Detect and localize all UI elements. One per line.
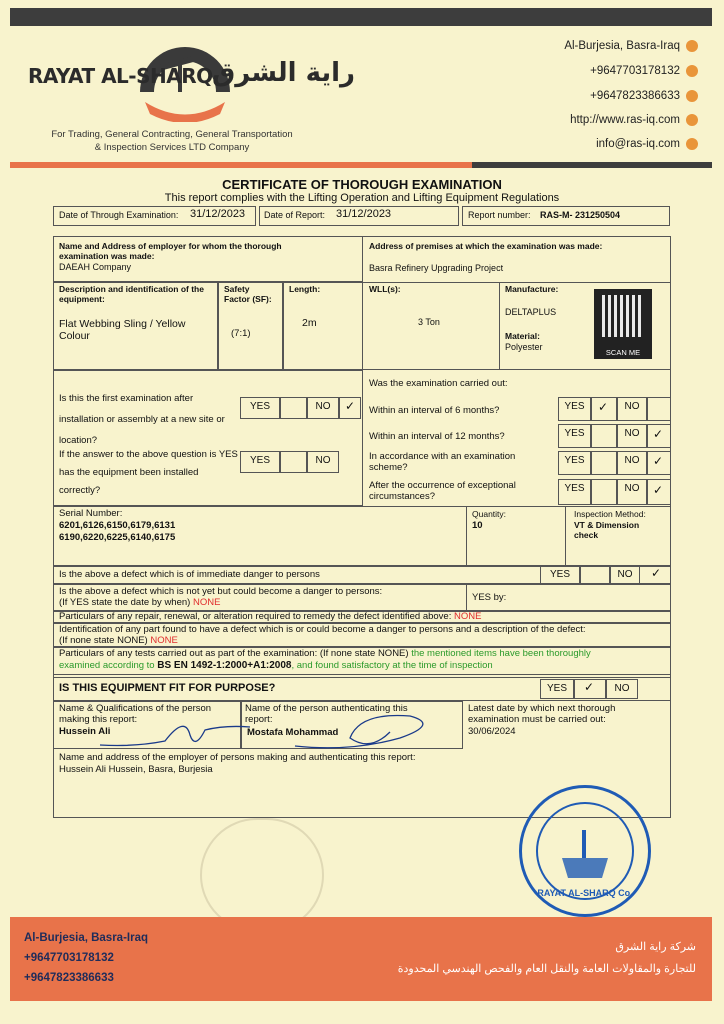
top-bar — [10, 8, 712, 26]
equipment-desc-label: Description and identification of the equipment: — [59, 284, 204, 304]
tests-line-2 — [59, 660, 493, 671]
serial-label: Serial Number: — [59, 508, 123, 519]
sf-value: (7:1) — [231, 328, 251, 339]
qual-label: Name & Qualifications of the person making this report: — [59, 703, 212, 725]
scheme-text: In accordance with an examination scheme? — [369, 451, 516, 473]
logo-text-ar: راية الشرق — [212, 58, 356, 88]
tests-standard: BS EN 1492-1:2000+A1:2008 — [157, 660, 292, 671]
premises-label: Address of premises at which the examination was made: — [369, 241, 603, 251]
contact-email-text[interactable]: info@ras-iq.com — [596, 138, 680, 151]
contact-phone-1-text: +9647703178132 — [590, 65, 680, 78]
scheme-no-checkmark: ✓ — [653, 454, 664, 468]
immediate-yes[interactable]: YES — [540, 566, 580, 584]
interval-12-yes-check-box[interactable] — [591, 424, 617, 448]
envelope-icon — [686, 138, 698, 150]
quantity-value: 10 — [472, 520, 483, 531]
wll-label: WLL(s): — [369, 284, 401, 294]
exceptional-yes[interactable]: YES — [558, 479, 591, 505]
qual-value: Hussein Ali — [59, 726, 111, 737]
material-label: Material: — [505, 331, 540, 341]
identification-text: Identification of any part found to have a defect which is or could become a danger to persons and a description of the defect: — [59, 624, 586, 635]
carried-out-label: Was the examination carried out: — [369, 378, 508, 389]
contact-phone-2 — [590, 90, 698, 102]
globe-icon — [686, 114, 698, 126]
contact-address — [564, 40, 698, 52]
identification-sub: (If none state NONE) — [59, 635, 148, 646]
tagline — [22, 128, 322, 154]
contact-website[interactable] — [570, 114, 698, 126]
next-value: 30/06/2024 — [468, 726, 516, 737]
identification-sub-row — [59, 635, 178, 646]
equipment-desc-value: Flat Webbing Sling / Yellow Colour — [59, 318, 186, 342]
logo-text-en: RAYAT AL-SHARQ — [28, 64, 213, 88]
report-number-value: RAS-M- 231250504 — [540, 210, 621, 220]
report-number-label: Report number: — [468, 210, 531, 220]
employer-label: Name and Address of employer for whom the thorough examination was made: — [59, 241, 282, 261]
footer — [10, 917, 712, 1001]
interval-6-no-check-box[interactable] — [647, 397, 671, 421]
scheme-yes-check-box[interactable] — [591, 451, 617, 475]
date-report-label: Date of Report: — [264, 210, 326, 220]
q1-yes-box[interactable]: YES — [240, 397, 280, 419]
immediate-text: Is the above a defect which is of immediate danger to persons — [59, 569, 320, 580]
interval-12-text: Within an interval of 12 months? — [369, 431, 505, 442]
length-label: Length: — [289, 284, 321, 294]
repair-line — [59, 611, 481, 622]
interval-6-text: Within an interval of 6 months? — [369, 405, 500, 416]
interval-6-yes[interactable]: YES — [558, 397, 591, 421]
employer-persons-label: Name and address of the employer of persons making and authenticating this report: — [59, 752, 416, 763]
phone-icon — [686, 65, 698, 77]
scheme-yes[interactable]: YES — [558, 451, 591, 475]
qr-code[interactable] — [594, 289, 652, 359]
date-report-value: 31/12/2023 — [336, 208, 392, 220]
manufacture-value: DELTAPLUS — [505, 307, 557, 317]
tests-value-2b: , and found satisfactory at the time of inspection — [291, 660, 493, 671]
contact-website-text[interactable]: http://www.ras-iq.com — [570, 114, 680, 127]
sf-label: Safety Factor (SF): — [224, 284, 272, 304]
date-exam-label: Date of Through Examination: — [59, 210, 179, 220]
interval-12-yes[interactable]: YES — [558, 424, 591, 448]
company-stamp — [519, 785, 651, 917]
interval-6-yes-checkmark: ✓ — [598, 400, 609, 414]
employer-value: DAEAH Company — [59, 262, 132, 272]
certificate-title: CERTIFICATE OF THOROUGH EXAMINATION — [222, 177, 502, 192]
q1-yes-check-box[interactable] — [280, 397, 307, 419]
q1-no-checkmark: ✓ — [345, 399, 356, 413]
future-sub: (If YES state the date by when) — [59, 597, 191, 608]
contact-phone-2-text: +9647823386633 — [590, 90, 680, 103]
length-cell — [283, 282, 363, 370]
fit-yes-checkmark: ✓ — [584, 680, 595, 694]
fit-yes[interactable]: YES — [540, 679, 574, 699]
serial-line-1: 6201,6126,6150,6179,6131 — [59, 520, 176, 531]
method-label: Inspection Method: — [574, 509, 646, 519]
q2-text: If the answer to the above question is YES has the equipment been installed correctly? — [59, 449, 238, 496]
premises-value: Basra Refinery Upgrading Project — [369, 263, 504, 273]
future-value: NONE — [192, 597, 221, 608]
scheme-no[interactable]: NO — [617, 451, 647, 475]
yes-by-label: YES by: — [472, 592, 507, 603]
tests-line-1 — [59, 648, 591, 659]
contact-phone-1 — [590, 65, 698, 77]
tests-value-2a: examined according to — [59, 660, 155, 671]
q1-no-box[interactable]: NO — [307, 397, 339, 419]
length-value: 2m — [302, 317, 317, 329]
faded-stamp — [200, 818, 324, 932]
contact-email[interactable] — [596, 138, 698, 150]
wll-value: 3 Ton — [418, 317, 440, 327]
footer-arabic-desc: للتجارة والمقاولات العامة والنقل العام والفحص الهندسي المحدودة — [397, 963, 696, 975]
q1-text: Is this the first examination after installation or assembly at a new site or location? — [59, 393, 225, 446]
auth-label: Name of the person authenticating this report: — [245, 703, 408, 725]
phone-icon — [686, 90, 698, 102]
q2-yes-check-box[interactable] — [280, 451, 307, 473]
future-text: Is the above a defect which is not yet but could become a danger to persons: — [59, 586, 383, 597]
exceptional-no[interactable]: NO — [617, 479, 647, 505]
signature-mostafa — [290, 708, 460, 758]
fit-no[interactable]: NO — [606, 679, 638, 699]
qr-scan-label: SCAN ME — [605, 348, 641, 357]
future-sub-row — [59, 597, 220, 608]
serial-line-2: 6190,6220,6225,6140,6175 — [59, 532, 176, 543]
method-value: VT & Dimension check — [574, 520, 640, 540]
exceptional-text: After the occurrence of exceptional circumstances? — [369, 480, 516, 502]
next-label: Latest date by which next thorough examination must be carried out: — [468, 703, 616, 725]
identification-value: NONE — [150, 635, 178, 646]
manufacture-label: Manufacture: — [505, 284, 559, 294]
interval-12-no[interactable]: NO — [617, 424, 647, 448]
interval-6-no[interactable]: NO — [617, 397, 647, 421]
location-pin-icon — [686, 40, 698, 52]
fit-label: IS THIS EQUIPMENT FIT FOR PURPOSE? — [59, 682, 276, 694]
immediate-no-checkmark: ✓ — [651, 566, 662, 580]
stamp-text: RAYAT AL-SHARQ Co. — [537, 888, 633, 898]
repair-text: Particulars of any repair, renewal, or alteration required to remedy the defect identified above: — [59, 611, 452, 622]
quantity-label: Quantity: — [472, 509, 507, 519]
certificate-subtitle: This report complies with the Lifting Operation and Lifting Equipment Regulations — [164, 192, 560, 204]
q2-yes-box[interactable]: YES — [240, 451, 280, 473]
footer-address: Al-Burjesia, Basra-Iraq — [24, 932, 148, 944]
immediate-no[interactable]: NO — [610, 566, 640, 584]
immediate-yes-check-box[interactable] — [580, 566, 610, 584]
qr-pattern — [602, 295, 644, 337]
date-exam-value: 31/12/2023 — [190, 208, 246, 220]
auth-value: Mostafa Mohammad — [247, 727, 339, 738]
contact-address-text: Al-Burjesia, Basra-Iraq — [564, 40, 680, 53]
interval-12-no-checkmark: ✓ — [653, 427, 664, 441]
tests-value-1: the mentioned items have been thoroughly — [411, 648, 591, 659]
employer-persons-value: Hussein Ali Hussein, Basra, Burjesia — [59, 764, 213, 775]
tests-text: Particulars of any tests carried out as part of the examination: (If none state NONE) — [59, 648, 409, 659]
material-value: Polyester — [505, 342, 543, 352]
footer-phone-1: +9647703178132 — [24, 952, 114, 964]
signature-hussein — [95, 705, 255, 755]
footer-arabic-name: شركة راية الشرق — [615, 941, 696, 953]
header-separator-dark — [472, 162, 712, 168]
exceptional-yes-check-box[interactable] — [591, 479, 617, 505]
q2-no-box[interactable]: NO — [307, 451, 339, 473]
tagline-line-1: For Trading, General Contracting, General Transportation — [51, 129, 293, 140]
header-separator-orange — [10, 162, 472, 168]
tagline-line-2: & Inspection Services LTD Company — [94, 142, 250, 153]
exceptional-no-checkmark: ✓ — [653, 483, 664, 497]
repair-value: NONE — [454, 611, 482, 622]
footer-phone-2: +9647823386633 — [24, 972, 114, 984]
